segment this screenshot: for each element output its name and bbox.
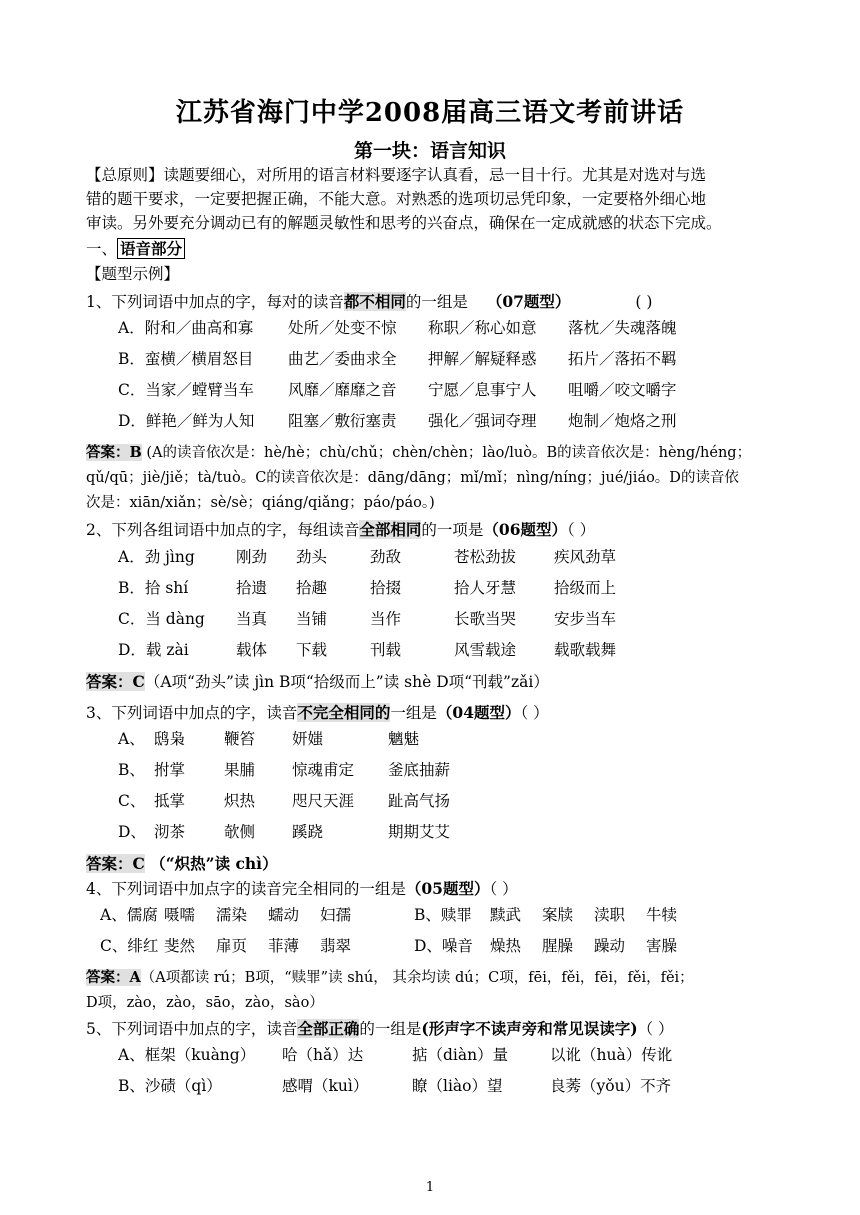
option-row: C、绯红 斐然 扉页 菲薄 翡翠 D、噪音 燥热 腥臊 躁动 害臊 <box>100 937 678 955</box>
option-row: C．当 dàng 当真 当铺 当作 长歌当哭 安步当车 <box>118 610 617 628</box>
question-key-phrase: 全部相同 <box>359 520 422 539</box>
option-row: D．鲜艳／鲜为人知 阻塞／敷衍塞责 强化／强词夺理 炮制／炮烙之刑 <box>118 412 677 430</box>
answer-line: 答案：C（A项“劲头”读 jìn B项“拾级而上”读 shè D项“刊载”zǎi） <box>86 672 549 691</box>
option-row: A．附和／曲高和寡 处所／处变不惊 称职／称心如意 落枕／失魂落魄 <box>118 319 677 337</box>
question-tag: （07题型） <box>486 292 571 311</box>
answer-paren: （ ） <box>637 1020 674 1038</box>
question-tag: （06题型） <box>483 520 567 539</box>
question-key-phrase: 不完全相同的 <box>297 703 391 722</box>
section-prefix: 一、 <box>86 240 118 258</box>
answer-paren: （ ） <box>520 704 549 722</box>
answer-label: 答案：B <box>86 444 142 461</box>
option-row: B．拾 shí 拾遗 拾趣 拾掇 拾人牙慧 拾级而上 <box>118 579 617 597</box>
principle-line: 【总原则】读题要细心，对所用的语言材料要逐字认真看，忌一目十行。尤其是对选对与选 <box>86 166 707 184</box>
answer-label: 答案：A <box>86 969 141 986</box>
answer-line: 答案：B (A的读音依次是：hè/hè；chù/chǔ；chèn/chèn；lào/luò。B的读音依次是：hèng/héng； <box>86 444 752 461</box>
answer-line: qǔ/qū；jiè/jiě；tà/tuò。C的读音依次是：dāng/dāng；mǐ/mǐ；nìng/níng；jué/jiáo。D的读音依 <box>86 470 739 486</box>
question-tag: （04题型） <box>436 703 521 722</box>
question-1: 1、下列词语中加点的字，每对的读音都不相同的一组是 （07题型） ( ) <box>86 292 653 311</box>
answer-paren: （ ） <box>566 521 596 539</box>
principle-line: 错的题干要求，一定要把握正确，不能大意。对熟悉的选项切忌凭印象，一定要格外细心地 <box>86 190 707 208</box>
question-3: 3、下列词语中加点的字，读音不完全相同的一组是（04题型）（ ） <box>86 703 549 722</box>
question-5: 5、下列词语中加点的字，读音全部正确的一组是(形声字不读声旁和常见误读字)（ ） <box>86 1019 674 1038</box>
question-key-phrase: 全部正确 <box>297 1019 360 1038</box>
option-row: D．载 zài 载体 下载 刊载 风雪载途 载歌载舞 <box>118 641 617 659</box>
question-2: 2、下列各组词语中加点的字，每组读音全部相同的一项是（06题型）（ ） <box>86 520 596 539</box>
option-row: C、 抵掌 炽热 咫尺天涯 趾高气扬 <box>118 792 451 810</box>
answer-paren: ( ) <box>635 293 653 311</box>
example-header: 【题型示例】 <box>86 265 180 283</box>
question-tag: (形声字不读声旁和常见误读字) <box>421 1019 638 1038</box>
answer-line: 答案：A（A项都读 rú；B项，“赎罪”读 shú， 其余均读 dú；C项，fēi，fěi，fēi，fěi，fěi； <box>86 969 694 986</box>
option-row: B、 拊掌 果脯 惊魂甫定 釜底抽薪 <box>118 761 451 779</box>
option-row: A、儒腐 嗫嚅 濡染 蠕动 妇孺 B、赎罪 黩武 案牍 渎职 牛犊 <box>100 906 678 924</box>
answer-line: D项，zào，zào，sāo，zào，sào） <box>86 995 324 1011</box>
section-label-boxed: 语音部分 <box>117 238 185 259</box>
document-title: 江苏省海门中学2008届高三语文考前讲话 <box>175 98 685 128</box>
answer-label: 答案：C <box>86 854 145 873</box>
section-heading <box>86 237 778 261</box>
answer-line: 答案：C （“炽热”读 chì） <box>86 854 278 873</box>
option-row: C．当家／螳臂当车 风靡／靡靡之音 宁愿／息事宁人 咀嚼／咬文嚼字 <box>118 381 677 399</box>
section-subtitle: 第一块：语言知识 <box>353 140 506 162</box>
question-4: 4、下列词语中加点字的读音完全相同的一组是（05题型）（ ） <box>86 879 518 898</box>
option-row: A、 鸱枭 鞭笞 妍媸 魑魅 <box>118 730 420 748</box>
question-key-phrase: 都不相同 <box>343 292 406 311</box>
answer-paren: （ ） <box>489 880 518 898</box>
option-row: D、 沏茶 欹侧 蹊跷 期期艾艾 <box>118 823 451 841</box>
option-row: B、沙碛（qì） 感喟（kuì） 瞭（liào）望 良莠（yǒu）不齐 <box>118 1077 672 1095</box>
option-row: B．蛮横／横眉怒目 曲艺／委曲求全 押解／解疑释惑 拓片／落拓不羁 <box>118 350 677 368</box>
answer-label: 答案：C <box>86 672 145 691</box>
question-tag: （05题型） <box>405 879 490 898</box>
answer-line: 次是：xiān/xiǎn；sè/sè；qiáng/qiǎng；páo/páo。) <box>86 495 435 511</box>
option-row: A．劲 jìng 刚劲 劲头 劲敌 苍松劲拔 疾风劲草 <box>118 548 617 566</box>
principle-line: 审读。另外要充分调动已有的解题灵敏性和思考的兴奋点，确保在一定成就感的状态下完成。 <box>86 214 722 232</box>
option-row: A、框架（kuàng） 哈（hǎ）达 掂（diàn）量 以讹（huà）传讹 <box>118 1046 673 1064</box>
page-number: 1 <box>425 1180 435 1195</box>
